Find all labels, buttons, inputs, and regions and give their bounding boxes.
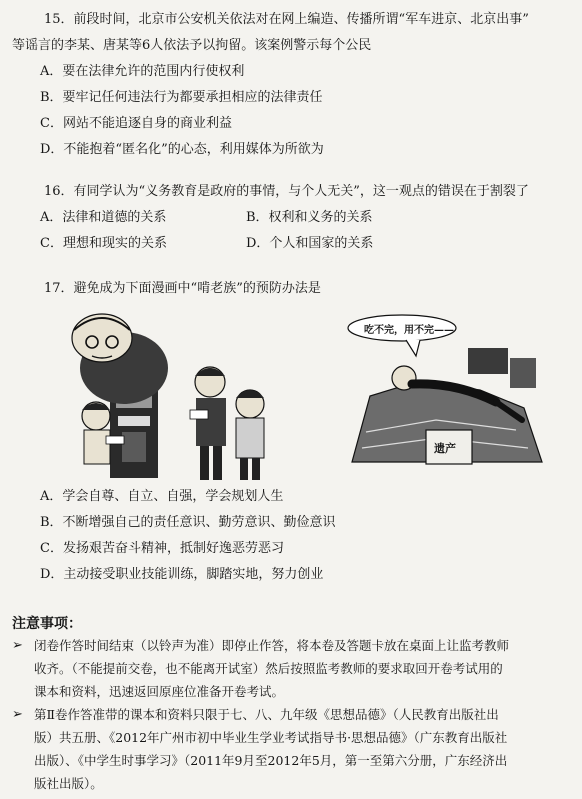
- notes-item2-line3: 出版）、《中学生时事学习》（2011年9月至2012年5月，第一至第六分册，广东经济出: [34, 753, 508, 768]
- atm-panel: [122, 432, 146, 462]
- appliance-tv: [468, 348, 508, 374]
- q15-option-a: A．要在法律允许的范围内行使权利: [40, 64, 245, 79]
- kid1-body: [84, 430, 110, 464]
- kid3-body: [236, 418, 264, 458]
- kid2-cash: [190, 410, 208, 419]
- kid2-body: [196, 398, 226, 446]
- q16-option-a: A．法律和道德的关系: [40, 210, 167, 225]
- q17-option-a: A．学会自尊、自立、自强，学会规划人生: [40, 489, 284, 504]
- speech-bubble-tail: [406, 340, 420, 356]
- notes-item1-line3: 课本和资料，迅速返回原座位准备开卷考试。: [34, 684, 285, 699]
- inheritance-box-label: 遗产: [434, 442, 456, 455]
- kid2-leg-left: [200, 446, 209, 480]
- notes-item2-line1: 第Ⅱ卷作答准带的课本和资料只限于七、八、九年级《思想品德》（人民教育出版社出: [34, 707, 499, 722]
- q17-option-b: B．不断增强自己的责任意识、勤劳意识、勤俭意识: [40, 515, 336, 530]
- q17-option-c: C．发扬艰苦奋斗精神，抵制好逸恶劳恶习: [40, 541, 284, 556]
- kid3-hair: [236, 390, 264, 398]
- q15-option-d: D．不能抱着“匿名化”的心态，利用媒体为所欲为: [40, 142, 324, 157]
- kid1-hair: [82, 403, 110, 410]
- q16-stem: 16．有同学认为“义务教育是政府的事情，与个人无关”，这一观点的错误在于割裂了: [44, 184, 529, 199]
- atm-slot: [118, 416, 150, 426]
- q16-option-b: B．权利和义务的关系: [246, 210, 373, 225]
- parent-head: [72, 314, 132, 362]
- q15-option-b: B．要牢记任何违法行为都要承担相应的法律责任: [40, 90, 323, 105]
- notes-item1-line2: 收齐。（不能提前交卷，也不能离开试室）然后按照监考教师的要求取回开卷考试用的: [34, 661, 503, 676]
- notes-bullet-2: ➢: [12, 707, 23, 722]
- cartoon-parent-atm: [62, 308, 276, 482]
- q17-option-d: D．主动接受职业技能训练，脚踏实地，努力创业: [40, 567, 324, 582]
- notes-item2-line2: 版）共五册、《2012年广州市初中毕业生学业考试指导书·思想品德》（广东教育出版社: [34, 730, 508, 745]
- q16-option-d: D．个人和国家的关系: [246, 236, 374, 251]
- kid3-leg-right: [252, 458, 260, 480]
- notes-bullet-1: ➢: [12, 638, 23, 653]
- q15-stem-line1: 15．前段时间，北京市公安机关依法对在网上编造、传播所谓“军车进京、北京出事”: [44, 12, 529, 27]
- notes-item1-line1: 闭卷作答时间结束（以铃声为准）即停止作答，将本卷及答题卡放在桌面上让监考教师: [34, 638, 510, 653]
- kid2-hair: [195, 368, 225, 376]
- kid2-leg-right: [213, 446, 222, 480]
- q15-option-c: C．网站不能追逐自身的商业利益: [40, 116, 232, 131]
- q15-stem-line2: 等谣言的李某、唐某等6人依法予以拘留。该案例警示每个公民: [12, 38, 372, 53]
- cartoon-inheritance: [346, 312, 546, 480]
- notes-title: 注意事项：: [12, 616, 82, 632]
- kid1-cash: [106, 436, 124, 444]
- kid3-leg-left: [240, 458, 248, 480]
- appliance-stack: [510, 358, 536, 388]
- q17-stem: 17．避免成为下面漫画中“啃老族”的预防办法是: [44, 281, 321, 296]
- speech-bubble-text: 吃不完，用不完——: [364, 325, 454, 336]
- q16-option-c: C．理想和现实的关系: [40, 236, 167, 251]
- notes-item2-line4: 版社出版）。: [34, 776, 103, 791]
